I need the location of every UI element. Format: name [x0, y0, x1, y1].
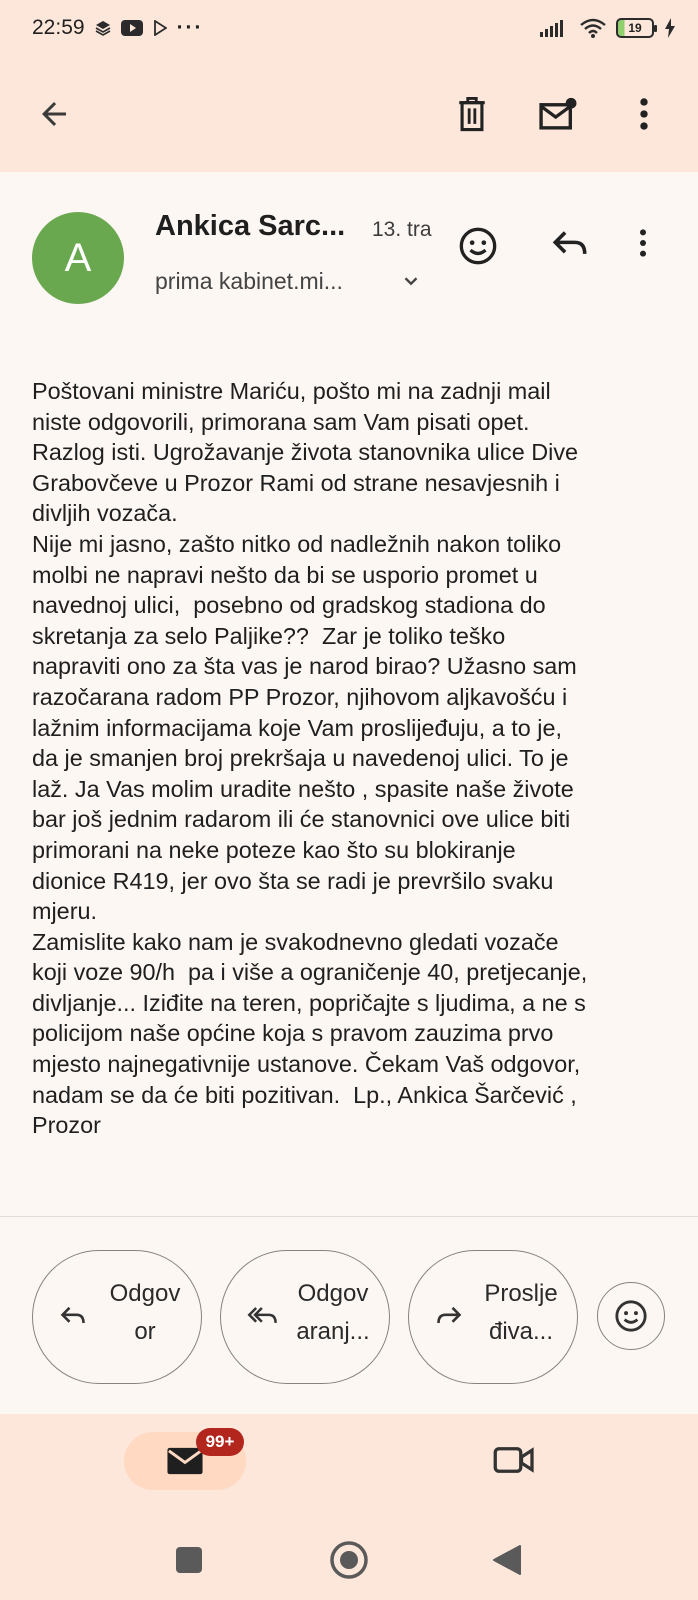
arrow-back-icon: [36, 96, 72, 132]
bottom-navigation: [0, 1414, 698, 1518]
app-toolbar: [0, 56, 698, 172]
more-notifications-icon: ···: [176, 16, 204, 39]
more-vert-icon: [638, 226, 648, 260]
reply-button[interactable]: [550, 226, 590, 267]
reply-icon: [550, 226, 590, 262]
status-time: 22:59: [32, 16, 85, 39]
avatar[interactable]: [32, 212, 124, 304]
system-navigation: [0, 1518, 698, 1600]
react-pill-button[interactable]: [597, 1282, 665, 1350]
reply-all-label: Odgov aranj...: [296, 1280, 370, 1345]
signal-icon: [540, 19, 570, 37]
play-store-icon: [153, 20, 167, 36]
reply-icon: [59, 1303, 87, 1334]
forward-icon: [435, 1303, 463, 1334]
add-reaction-button[interactable]: [458, 226, 498, 271]
message-more-button[interactable]: [638, 226, 648, 265]
home-circle-icon: [329, 1540, 369, 1580]
video-camera-icon: [493, 1444, 535, 1476]
battery-level: 19: [628, 21, 642, 35]
more-vert-icon: [638, 97, 650, 131]
youtube-icon: [121, 20, 143, 36]
charging-icon: [664, 18, 676, 38]
delete-button[interactable]: [448, 90, 496, 138]
forward-pill-button[interactable]: [408, 1250, 578, 1384]
status-bar: [0, 0, 698, 56]
emoji-icon: [458, 226, 498, 266]
stack-icon: [95, 20, 111, 36]
reply-label: Odgov or: [109, 1280, 181, 1345]
avatar-letter: A: [64, 235, 92, 280]
message-body: Poštovani ministre Mariću, pošto mi na zadnji mail niste odgovorili, primorana sam Vam pisati opet. Razlog isti. Ugrožavanje života stanovnika ulice Dive Grabovčeve u Prozor Rami od strane nesavjesnih i divljih vozača. Nije mi jasno, zašto nitko od nadležnih nakon toliko molbi ne napravi nešto da bi se usporio promet u navednoj ulici, posebno od gradskog stadiona do skretanja za selo Paljike?? Zar je toliko teško napraviti ono za šta vas je narod birao? Užasno sam razočarana radom PP Prozor, njihovom aljkavošću i lažnim informacijama koje Vam proslijeđuju, a to je, da je smanjen broj prekršaja u navedenoj ulici. To je laž. Ja Vas molim uradite nešto , spasite naše živote bar još jednim radarom ili će stanovnici ove ulice biti primorani na neke poteze kao što su blokiranje dionice R419, jer ovo šta se radi je prevršilo svaku mjeru. Zamislite kako nam je svakodnevno gledati vozače koji voze 90/h pa i više a ograničenje 40, pretjecanje, divljanje... Iziđite na teren, popričajte s ljudima, a ne s policijom naše općine koja s pravom zauzima prvo mjesto najnegativnije ustanove. Čekam Vaš odgovor, nadam se da će biti pozitivan. Lp., Ankica Šarčević , Prozor: [32, 378, 588, 1139]
unread-badge: 99+: [196, 1428, 244, 1456]
back-button[interactable]: [30, 90, 78, 138]
divider: [0, 1216, 698, 1217]
home-button[interactable]: [329, 1540, 369, 1580]
triangle-back-icon: [492, 1544, 522, 1576]
reply-all-pill-button[interactable]: [220, 1250, 390, 1384]
back-nav-button[interactable]: [487, 1540, 527, 1580]
recents-button[interactable]: [169, 1540, 209, 1580]
message-date: 13. tra: [372, 218, 432, 241]
mail-unread-icon: [538, 97, 578, 131]
recipient-line[interactable]: prima kabinet.mi...: [155, 268, 343, 294]
square-icon: [175, 1546, 203, 1574]
reply-pill-button[interactable]: [32, 1250, 202, 1384]
message-header: [0, 172, 698, 322]
more-options-button[interactable]: [620, 90, 668, 138]
chevron-down-icon: [400, 270, 422, 292]
wifi-icon: [580, 18, 606, 38]
reply-all-icon: [247, 1303, 279, 1334]
trash-icon: [455, 95, 489, 133]
nav-meet-tab[interactable]: [490, 1436, 538, 1484]
sender-name[interactable]: Ankica Sarc...: [155, 210, 346, 242]
reply-actions: [0, 1250, 698, 1384]
emoji-icon: [614, 1299, 648, 1333]
forward-label: Proslje điva...: [484, 1280, 558, 1345]
expand-details-button[interactable]: [400, 270, 422, 297]
mark-unread-button[interactable]: [534, 90, 582, 138]
battery-icon: [616, 18, 654, 38]
